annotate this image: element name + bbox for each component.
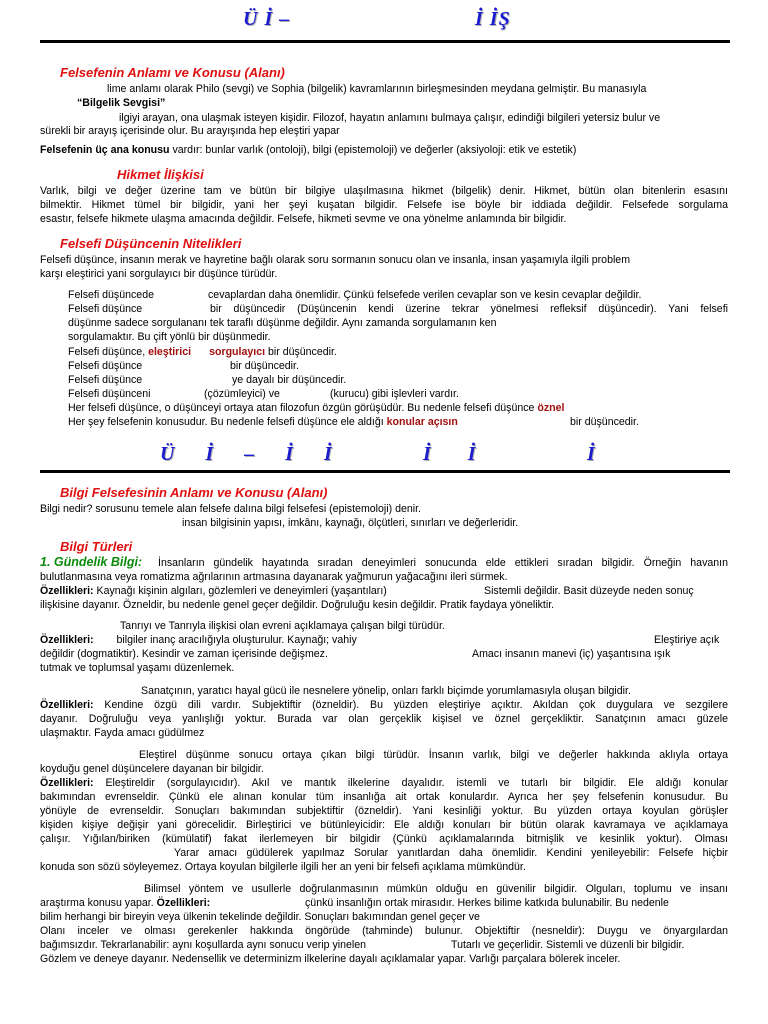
ozellikler-label: Özellikleri:: [40, 699, 94, 711]
paragraph-line: [40, 634, 357, 647]
section-heading-felsefe: Felsefenin Anlamı ve Konusu (Alanı): [60, 65, 285, 80]
section-heading-bilgi-felsefesi: Bilgi Felsefesinin Anlamı ve Konusu (Alanı): [60, 485, 328, 500]
paragraph-line: koyduğu genel düşüncelere dayanan bir bilgidir.: [40, 763, 264, 775]
header2-title-part1: Ü İ – İ İ: [160, 443, 333, 465]
list-item-text: cevaplardan daha önemlidir. Çünkü felsefede verilen cevaplar son ve kesin cevaplar değildir.: [208, 289, 642, 301]
list-item-text: bir düşüncedir (Düşüncenin kendi üzerine tekrar yönelmesi refleksif düşüncedir). Yani felsefi: [210, 303, 728, 315]
paragraph-line: Gözlem ve deneye dayanır. Nedensellik ve determinizm ilkelerine dayalı açıklamalar yapar. Varlığı parçalara bölerek inceler.: [40, 953, 621, 965]
list-item-text: bir düşüncedir.: [230, 360, 299, 372]
paragraph-text: Eleştireldir (sorgulayıcıdır). Akıl ve mantık ilkelerine dayalıdır. istemli ve tutarlı bir bilgidir. Ele aldığı konular: [93, 777, 728, 789]
list-item-text: [68, 416, 458, 429]
list-item-text: bir düşüncedir.: [265, 346, 337, 358]
paragraph-line: çalışır. Yığılan/biriken (kümülatif) fakat ilerlemeyen bir bilgidir (Çünkü açıklamalarında bitmişlik ve kesinlik yoktur). Olması: [40, 833, 728, 845]
paragraph-line: konuda son sözü söyleyemez. Ortaya koyulan bilgilerle ilgili her an yeni bir felsefi açıklama mümkündür.: [40, 861, 526, 873]
section-heading-nitelikler: Felsefi Düşüncenin Nitelikleri: [60, 236, 242, 251]
list-item-text: sorgulamaktır. Bu çift yönlü bir düşünmedir.: [68, 331, 271, 343]
subheading-gundelik-bilgi: 1. Gündelik Bilgi:: [40, 555, 143, 569]
list-item-text: Felsefi düşünce: [68, 360, 143, 372]
paragraph-line: lime anlamı olarak Philo (sevgi) ve Sophia (bilgelik) kavramlarının birleşmesinden meydana gelmiştir. Bu manasıyla: [107, 83, 647, 95]
list-item-text: bir düşüncedir.: [570, 416, 639, 428]
paragraph-line: [40, 699, 728, 712]
paragraph-line: Felsefi düşünce, insanın merak ve hayretine bağlı olarak soru sormanın sonucu olan ve insanla, insan yaşamıyla ilgili problem: [40, 254, 631, 266]
paragraph-text: vardır: bunlar varlık (ontoloji), bilgi (epistemoloji) ve değerler (aksiyoloji: etik ve estetik): [169, 144, 577, 156]
paragraph-line: [40, 144, 576, 157]
highlight-term: sorgulayıcı: [209, 346, 266, 358]
list-item-text: düşünme sadece sorgulananı tek taraflı düşünme değildir. Aynı zamanda sorgulamanın ken: [68, 317, 497, 329]
header-title-right: İ İŞ: [475, 8, 511, 30]
list-item-text: [68, 346, 337, 359]
header2-title-part3: İ: [587, 443, 596, 465]
paragraph-line: İnsanların gündelik hayatında sıradan deneyimleri sonucunda elde ettikleri sıradan bilgidir. Örneğin havanın: [158, 557, 728, 569]
paragraph-line: Eleştirel düşünme sonucu ortaya çıkan bilgi türüdür. İnsanın varlık, bilgi ve değerler hakkında aklıyla ortaya: [139, 749, 728, 761]
paragraph-line: bilim herhangi bir bireyin veya ülkenin tekelinde değildir. Sonuçları bakımından genel geçer ve: [40, 911, 480, 923]
paragraph-line: tutmak ve toplumsal yaşamı düzenlemek.: [40, 662, 235, 674]
list-item-text: Felsefi düşünce,: [68, 346, 149, 358]
paragraph-line: karşı eleştirici yani sorgulayıcı bir düşünce türüdür.: [40, 268, 278, 280]
header-rule: [40, 40, 730, 43]
highlight-term: konular açısın: [386, 416, 458, 428]
paragraph-line: Olanı inceler ve olması gerekenler hakkında öngörüde (tahminde) bulunur. Objektiftir (nesneldir): Duygu ve önyargılardan: [40, 925, 728, 937]
paragraph-line: bağımsızdır. Tekrarlanabilir: aynı koşullarda aynı sonucu verip yinelen: [40, 939, 367, 951]
list-item-text: Her felsefi düşünce, o düşünceyi ortaya atan filozofun özgün görüşüdür. Bu nedenle felsefi düşünce: [68, 402, 538, 414]
paragraph-line: Tanrıyı ve Tanrıyla ilişkisi olan evreni açıklamaya çalışan bilgi türüdür.: [120, 620, 445, 632]
ozellikler-label: Özellikleri:: [40, 777, 94, 789]
ozellikler-label: Özellikleri:: [156, 897, 211, 909]
paragraph-line: Eleştiriye açık: [654, 634, 720, 646]
paragraph-line: çünkü insanlığın ortak mirasıdır. Herkes bilime katkıda bulunabilir. Bu nedenle: [305, 897, 669, 909]
paragraph-line: değildir (dogmatiktir). Kesindir ve zaman içerisinde değişmez.: [40, 648, 328, 660]
paragraph-line: insan bilgisinin yapısı, imkânı, kaynağı, ölçütleri, sınırları ve değerleridir.: [182, 517, 519, 529]
paragraph-line: Sistemli değildir. Basit düzeyde neden sonuç: [484, 585, 694, 597]
highlight-term: öznel: [537, 402, 565, 414]
paragraph-line: [40, 777, 728, 790]
paragraph-text: Kendine özgü dili vardır. Subjektiftir (özneldir). Bu yüzden eleştiriye açıktır. Akıldan çok duygulara ve sezgilere: [93, 699, 728, 711]
paragraph-line: bulutlanmasına veya romatizma ağrılarının artmasına dayanarak yağmurun yağacağını ileri sürmek.: [40, 571, 508, 583]
section-heading-bilgi-turleri: Bilgi Türleri: [60, 539, 133, 554]
paragraph-line: [40, 585, 387, 598]
ozellikler-label: Özellikleri:: [40, 634, 94, 646]
paragraph-line: Sanatçının, yaratıcı hayal gücü ile nesnelere yönelip, onları farklı biçimde yorumlamasıyla oluşan bilgidir.: [141, 685, 631, 697]
paragraph-line: Bilgi nedir? sorusunu temele alan felsefe dalına bilgi felsefesi (epistemoloji) denir.: [40, 503, 421, 515]
list-item-text: (çözümleyici) ve: [204, 388, 280, 400]
paragraph-line: Amacı insanın manevi (iç) yaşantısına ışık: [472, 648, 671, 660]
paragraph-line: bilmektir. Hikmet tümel bir bilgidir, yani her şeyi kuşatan bilgidir. Felsefe ise böyle bir iddiada değildir. Felsefede sorgulama: [40, 199, 728, 211]
bold-term: Felsefenin üç ana konusu: [40, 144, 170, 156]
list-item-text: Felsefi düşünce: [68, 303, 143, 315]
paragraph-line: Varlık, bilgi ve değer üzerine tam ve bütün bir bilgiye ulaşılmasına hikmet (bilgelik) denir. Hikmet, bütün olan bitenlerin esasını: [40, 185, 728, 197]
paragraph-line: Yarar amacı güdülerek yapılmaz Sorular yanıtlardan daha önemlidir. Kendini yenileyebilir: Felsefe hiçbir: [174, 847, 728, 859]
paragraph-line: Bilimsel yöntem ve usullerle doğrulanmasının mümkün olduğu en güvenilir bilgidir. Olguları, toplumu ve insanı: [144, 883, 728, 895]
list-item-text: Felsefi düşüncede: [68, 289, 154, 301]
list-item-text: Felsefi düşünceni: [68, 388, 151, 400]
paragraph-text: Kaynağı kişinin algıları, gözlemleri ve deneyimleri (yaşantıları): [93, 585, 387, 597]
paragraph-line: bakımından evrenseldir. Çünkü ele alınan konular tüm insanlığa ait ortak konulardır. Ayrıca her şey felsefenin konusudur. Bu: [40, 791, 728, 803]
paragraph-line: esastır, felsefe hikmete ulaşma amacında değildir. Felsefe, hikmeti sevme ve ona yönelme anlamında bir bilgidir.: [40, 213, 567, 225]
list-item-text: ye dayalı bir düşüncedir.: [232, 374, 347, 386]
paragraph-line: dayanır. Doğruluğu veya yanlışlığı yoktur. Burada var olan gerçeklik kişisel ve öznel gerçekliktir. Sanatçının amacı güzele: [40, 713, 728, 725]
ozellikler-label: Özellikleri:: [40, 585, 94, 597]
list-item-text: [68, 402, 564, 415]
paragraph-line: ilişkisine dayanır. Özneldir, bu nedenle genel geçer değildir. Doğruluğu kesin değildir. Pratik faydaya yöneliktir.: [40, 599, 555, 611]
paragraph-text: bilgiler inanç aracılığıyla oluşturulur. Kaynağı; vahiy: [113, 634, 357, 646]
header2-rule: [40, 470, 730, 473]
list-item-text: Felsefi düşünce: [68, 374, 143, 386]
paragraph-line: Tutarlı ve geçerlidir. Sistemli ve düzenli bir bilgidir.: [451, 939, 685, 951]
paragraph-line: yönüyle de evrenseldir. Sonuçları bakımından subjektiftir (özneldir). Yani kesinliği yoktur. Bu yüzden ortaya koyulan görüşler: [40, 805, 728, 817]
paragraph-line: [40, 897, 210, 910]
highlight-term: eleştirici: [148, 346, 192, 358]
paragraph-line: kişiden kişiye değişir yani görecelidir. Birleştirici ve bütünleyicidir: Ele aldığı konuları bir bütün olarak kavramaya ve açıklamaya: [40, 819, 728, 831]
list-item-text: (kurucu) gibi işlevleri vardır.: [330, 388, 459, 400]
bilgelik-sevgisi-term: “Bilgelik Sevgisi”: [77, 97, 166, 109]
header2-title-part2: İ İ: [423, 443, 477, 465]
paragraph-line: ulaşmaktır. Fayda amacı güdülmez: [40, 727, 205, 739]
section-heading-hikmet: Hikmet İlişkisi: [117, 167, 204, 182]
list-item-text: Her şey felsefenin konusudur. Bu nedenle felsefi düşünce ele aldığı: [68, 416, 387, 428]
header-title-left: Ü İ –: [243, 8, 291, 30]
paragraph-line: sürekli bir arayış içerisinde olur. Bu arayışında hep eleştiri yapar: [40, 125, 340, 137]
paragraph-line: ilgiyi arayan, ona ulaşmak isteyen kişidir. Filozof, hayatın anlamını bulmaya çalışır, edindiği bilgileri yetersiz bulur ve: [119, 112, 661, 124]
paragraph-text: araştırma konusu yapar.: [40, 897, 157, 909]
